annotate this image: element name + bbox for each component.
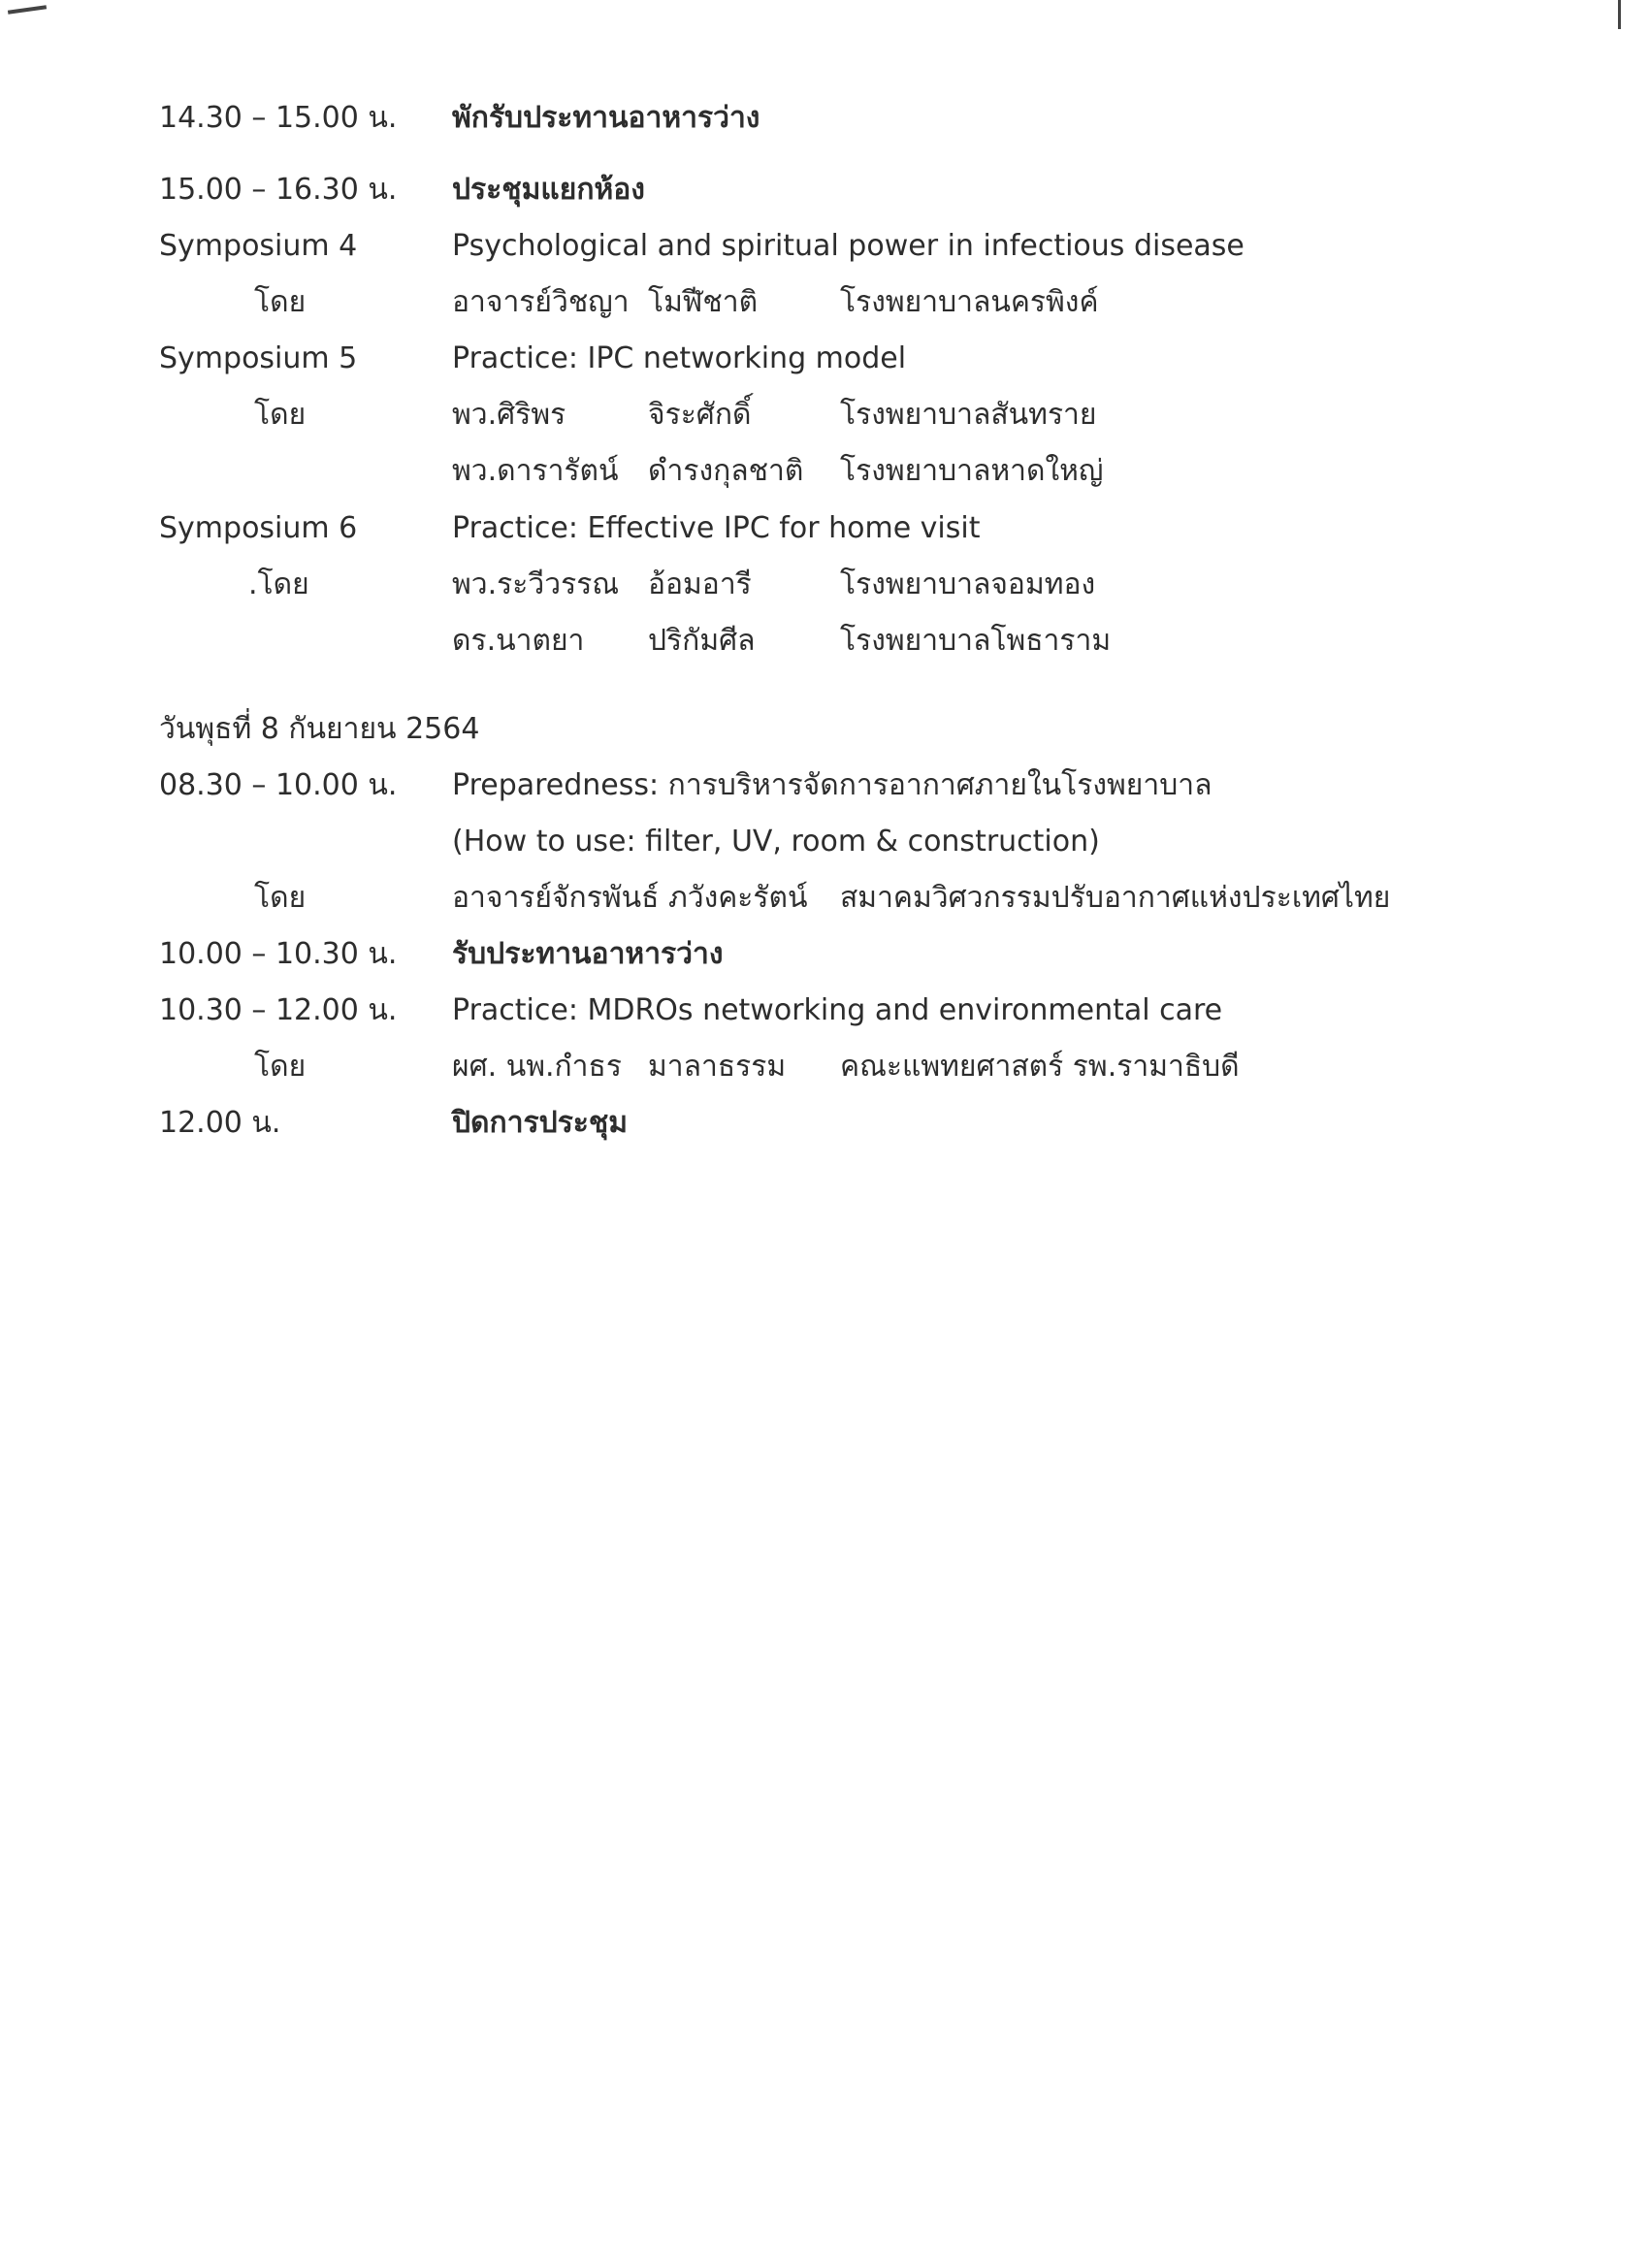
- speaker-organization: โรงพยาบาลหาดใหญ่: [840, 454, 1104, 488]
- speaker-organization: โรงพยาบาลจอมทอง: [840, 567, 1096, 601]
- session-title: Preparedness: การบริหารจัดการอากาศภายในโรงพยาบาล: [452, 768, 1212, 802]
- time-slot: 10.00 – 10.30 น.: [159, 937, 398, 971]
- speaker-name: อาจารย์วิชญา: [452, 285, 630, 319]
- date-heading: วันพุธที่ 8 กันยายน 2564: [159, 712, 480, 746]
- session-subtitle-row: [0, 814, 1649, 870]
- session-subtitle: (How to use: filter, UV, room & construction): [452, 825, 1100, 859]
- time-slot: 10.30 – 12.00 น.: [159, 993, 398, 1027]
- speaker-name: อาจารย์จักรพันธ์ ภวังคะรัตน์: [452, 881, 808, 915]
- scan-mark-top-left: [8, 5, 47, 15]
- symposium-label: Symposium 5: [159, 341, 358, 375]
- schedule-row-symposium-5: [0, 331, 1649, 387]
- speaker-organization: โรงพยาบาลนครพิงค์: [840, 285, 1099, 319]
- by-label: .โดย: [248, 567, 309, 601]
- scan-mark-top-right: [1618, 0, 1621, 29]
- schedule-row-symposium-6: [0, 501, 1649, 557]
- speaker-surname: ปริกัมศีล: [648, 624, 756, 658]
- speaker-surname: อ้อมอารี: [648, 567, 752, 601]
- speaker-row: [0, 1039, 1649, 1095]
- speaker-name: พว.ระวีวรรณ: [452, 567, 620, 601]
- speaker-row: [0, 275, 1649, 331]
- speaker-row: [0, 557, 1649, 613]
- time-slot: 12.00 น.: [159, 1106, 281, 1140]
- speaker-name: ผศ. นพ.กำธร: [452, 1050, 622, 1084]
- time-slot: 14.30 – 15.00 น.: [159, 101, 398, 135]
- speaker-name: พว.ศิริพร: [452, 398, 566, 432]
- symposium-label: Symposium 6: [159, 511, 358, 545]
- schedule-row-break-afternoon: [0, 90, 1649, 146]
- speaker-organization: โรงพยาบาลสันทราย: [840, 398, 1097, 432]
- by-label: โดย: [254, 881, 307, 915]
- session-title: ปิดการประชุม: [452, 1106, 629, 1140]
- speaker-surname: โมฬีชาติ: [648, 285, 759, 319]
- speaker-row: [0, 870, 1649, 926]
- time-slot: 08.30 – 10.00 น.: [159, 768, 398, 802]
- speaker-surname: มาลาธรรม: [648, 1050, 787, 1084]
- schedule-row-breakout: [0, 162, 1649, 218]
- session-title: Psychological and spiritual power in infectious disease: [452, 229, 1245, 263]
- speaker-organization: สมาคมวิศวกรรมปรับอากาศแห่งประเทศไทย: [840, 881, 1391, 915]
- session-title: ประชุมแยกห้อง: [452, 173, 645, 207]
- speaker-organization: คณะแพทยศาสตร์ รพ.รามาธิบดี: [840, 1050, 1240, 1084]
- symposium-label: Symposium 4: [159, 229, 358, 263]
- schedule-row-preparedness: [0, 758, 1649, 814]
- speaker-row: [0, 387, 1649, 443]
- time-slot: 15.00 – 16.30 น.: [159, 173, 398, 207]
- speaker-name: พว.ดารารัตน์: [452, 454, 619, 488]
- session-title: Practice: Effective IPC for home visit: [452, 511, 981, 545]
- by-label: โดย: [254, 1050, 307, 1084]
- by-label: โดย: [254, 398, 307, 432]
- speaker-row: [0, 443, 1649, 500]
- session-title: Practice: IPC networking model: [452, 341, 907, 375]
- schedule-row-break-morning: [0, 926, 1649, 983]
- by-label: โดย: [254, 285, 307, 319]
- speaker-surname: จิระศักดิ์: [648, 398, 752, 432]
- session-title: รับประทานอาหารว่าง: [452, 937, 724, 971]
- speaker-surname: ดำรงกุลชาติ: [648, 454, 804, 488]
- schedule-row-mdros: [0, 983, 1649, 1039]
- speaker-name: ดร.นาตยา: [452, 624, 585, 658]
- speaker-organization: โรงพยาบาลโพธาราม: [840, 624, 1112, 658]
- speaker-row: [0, 613, 1649, 669]
- schedule-row-symposium-4: [0, 218, 1649, 275]
- session-title: Practice: MDROs networking and environmental care: [452, 993, 1223, 1027]
- date-heading-row: [0, 701, 1649, 758]
- session-title: พักรับประทานอาหารว่าง: [452, 101, 760, 135]
- schedule-row-closing: [0, 1095, 1649, 1151]
